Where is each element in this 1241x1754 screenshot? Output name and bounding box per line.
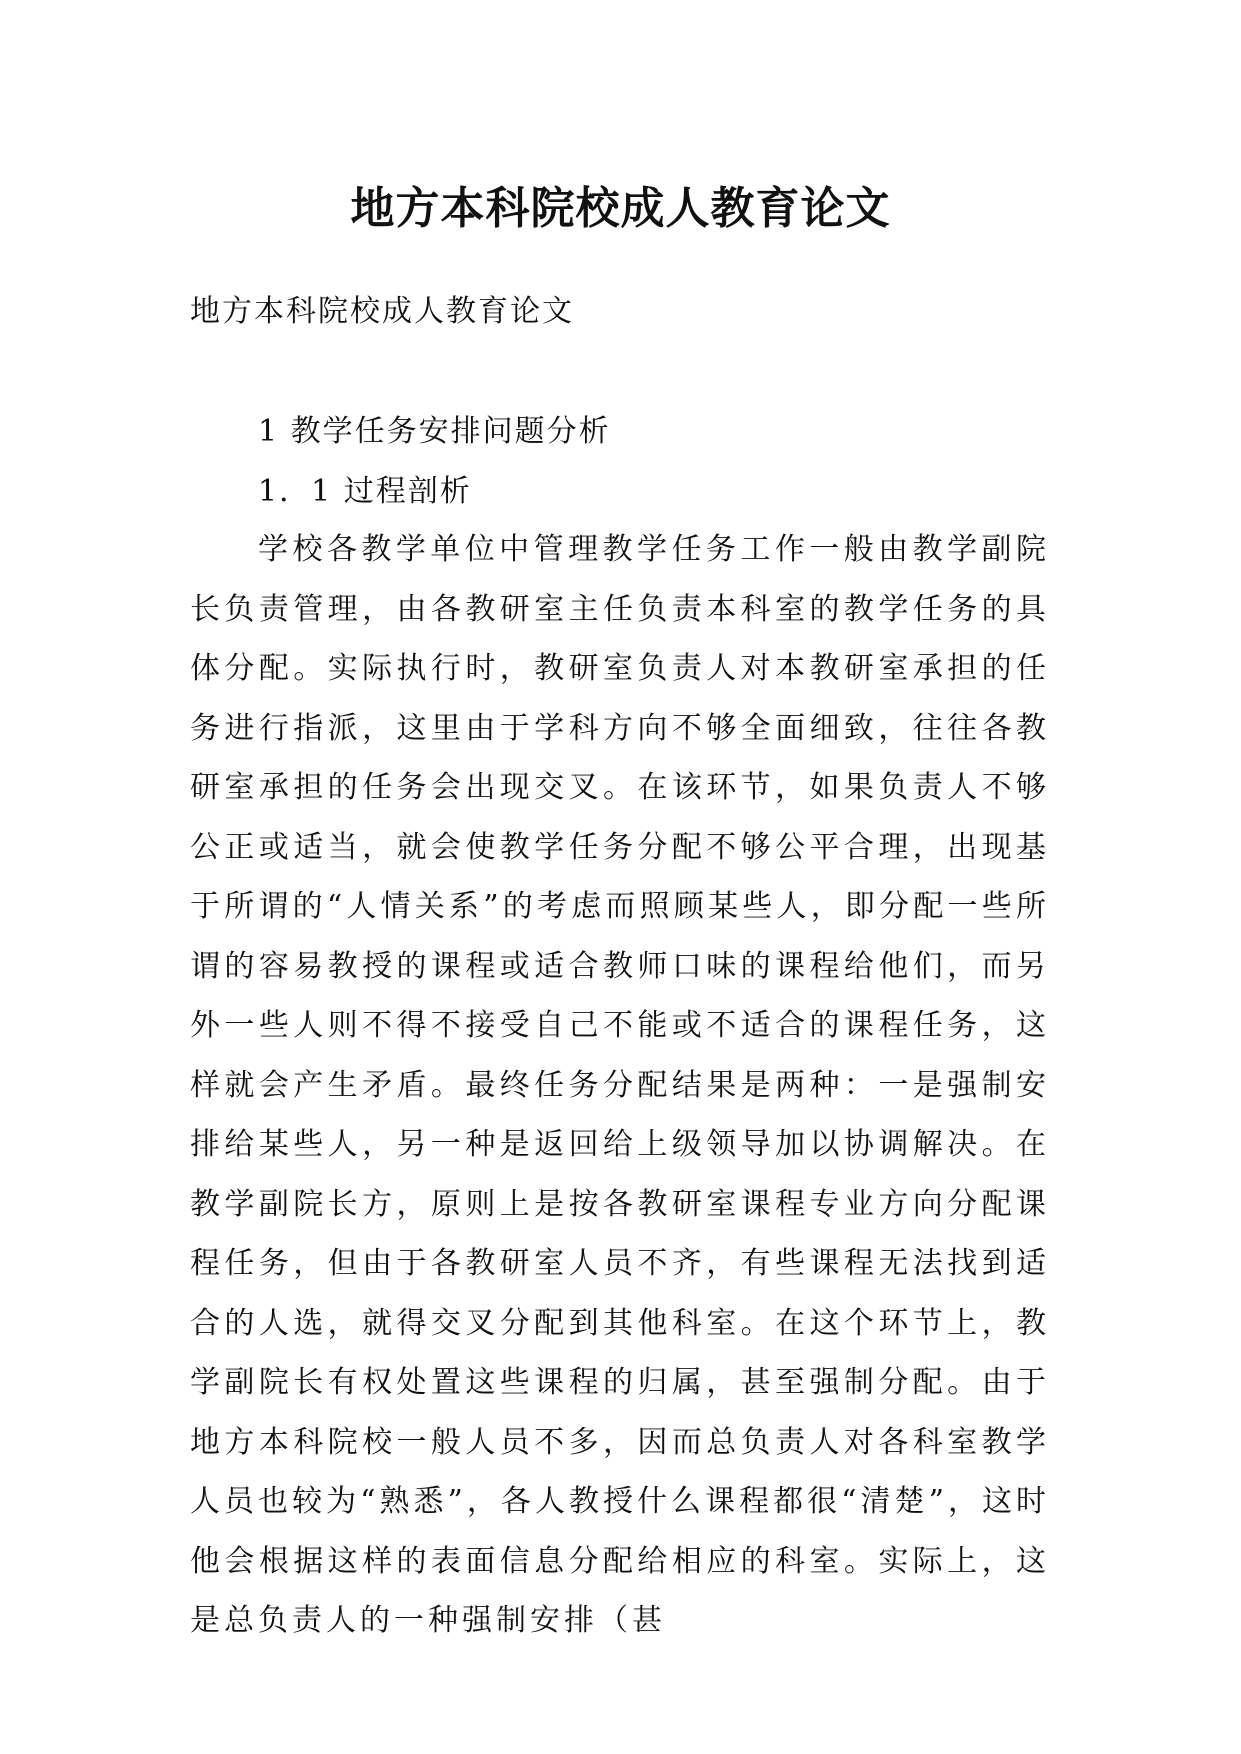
subsection-heading: 1．1 过程剖析 — [258, 474, 472, 509]
document-subtitle: 地方本科院校成人教育论文 — [190, 294, 574, 329]
document-title: 地方本科院校成人教育论文 — [350, 183, 891, 235]
section-heading: 1 教学任务安排问题分析 — [258, 414, 611, 449]
body-paragraph: 学校各教学单位中管理教学任务工作一般由教学副院长负责管理，由各教研室主任负责本科室的教学任务的具体分配。实际执行时，教研室负责人对本教研室承担的任务进行指派，这里由于学科方向不够全面细致，往往各教研室承担的任务会出现交叉。在该环节，如果负责人不够公正或适当，就会使教学任务分配不够公平合理，出现基于所谓的“人情关系”的考虑而照顾某些人，即分配一些所谓的容易教授的课程或适合教师口味的课程给他们，而另外一些人则不得不接受自己不能或不适合的课程任务，这样就会产生矛盾。最终任务分配结果是两种：一是强制安排给某些人，另一种是返回给上级领导加以协调解决。在教学副院长方，原则上是按各教研室课程专业方向分配课程任务，但由于各教研室人员不齐，有些课程无法找到适合的人选，就得交叉分配到其他科室。在这个环节上，教学副院长有权处置这些课程的归属，甚至强制分配。由于地方本科院校一般人员不多，因而总负责人对各科室教学人员也较为“熟悉”，各人教授什么课程都很“清楚”，这时他会根据这样的表面信息分配给相应的科室。实际上，这是总负责人的一种强制安排（甚 — [190, 532, 1050, 1638]
